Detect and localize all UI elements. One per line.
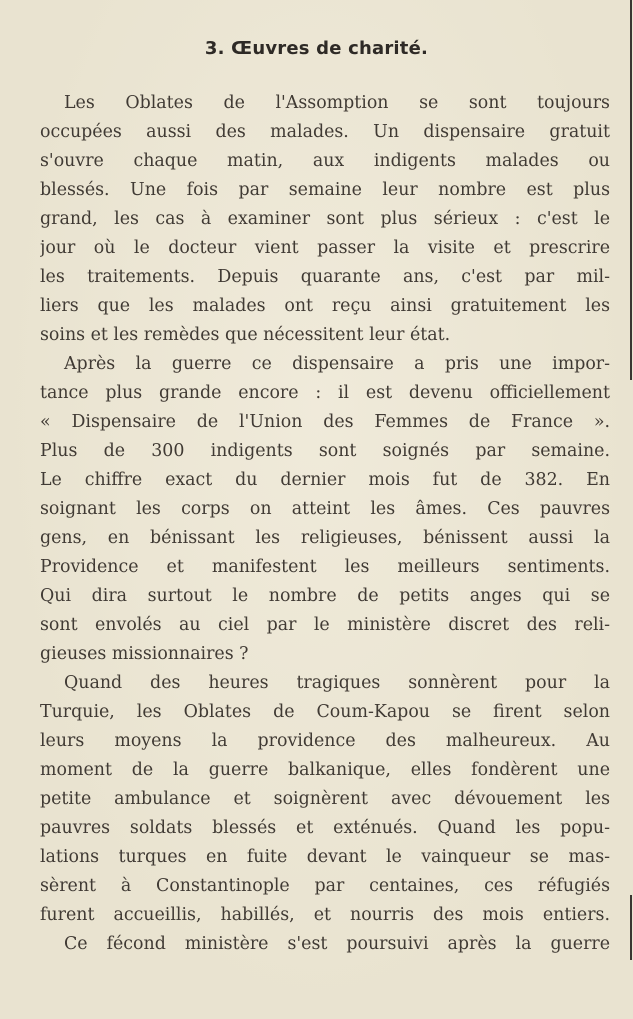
text-line: furent accueillis, habillés, et nourris des mois entiers. (40, 905, 610, 925)
body-text (40, 89, 610, 959)
text-line: grand, les cas à examiner sont plus sérieux : c'est le (40, 209, 610, 229)
text-line: leurs moyens la providence des malheureux. Au (40, 731, 610, 751)
text-line: Ce fécond ministère s'est poursuivi après la guerre (64, 934, 610, 954)
text-line: blessés. Une fois par semaine leur nombre est plus (40, 180, 610, 200)
text-line: lations turques en fuite devant le vainqueur se mas- (40, 847, 610, 867)
text-line: Quand des heures tragiques sonnèrent pour la (64, 673, 610, 693)
text-line: moment de la guerre balkanique, elles fondèrent une (40, 760, 610, 780)
text-line: soins et les remèdes que nécessitent leur état. (40, 325, 451, 345)
text-line: gieuses missionnaires ? (40, 644, 249, 664)
text-line: sèrent à Constantinople par centaines, ces réfugiés (40, 876, 610, 896)
text-line: « Dispensaire de l'Union des Femmes de France ». (40, 412, 610, 432)
text-line: Après la guerre ce dispensaire a pris une impor- (64, 354, 610, 374)
text-line: tance plus grande encore : il est devenu officiellement (40, 383, 610, 403)
text-line: soignant les corps on atteint les âmes. Ces pauvres (40, 499, 610, 519)
section-heading: 3. Œuvres de charité. (204, 38, 429, 59)
text-line: s'ouvre chaque matin, aux indigents malades ou (40, 151, 610, 171)
text-line: Le chiffre exact du dernier mois fut de 382. En (40, 470, 610, 490)
text-line: gens, en bénissant les religieuses, bénissent aussi la (40, 528, 610, 548)
text-line: Plus de 300 indigents sont soignés par semaine. (40, 441, 610, 461)
page-edge-line (630, 895, 632, 960)
text-line: jour où le docteur vient passer la visite et prescrire (40, 238, 610, 258)
text-line: liers que les malades ont reçu ainsi gratuitement les (40, 296, 610, 316)
text-line: Qui dira surtout le nombre de petits anges qui se (40, 586, 610, 606)
text-line: sont envolés au ciel par le ministère discret des reli- (40, 615, 610, 635)
text-line: Providence et manifestent les meilleurs sentiments. (40, 557, 610, 577)
text-line: les traitements. Depuis quarante ans, c'est par mil- (40, 267, 610, 287)
text-line: Turquie, les Oblates de Coum-Kapou se firent selon (40, 702, 610, 722)
text-line: occupées aussi des malades. Un dispensaire gratuit (40, 122, 610, 142)
text-line: petite ambulance et soignèrent avec dévouement les (40, 789, 610, 809)
text-line: pauvres soldats blessés et exténués. Quand les popu- (40, 818, 610, 838)
text-line: Les Oblates de l'Assomption se sont toujours (64, 93, 610, 113)
